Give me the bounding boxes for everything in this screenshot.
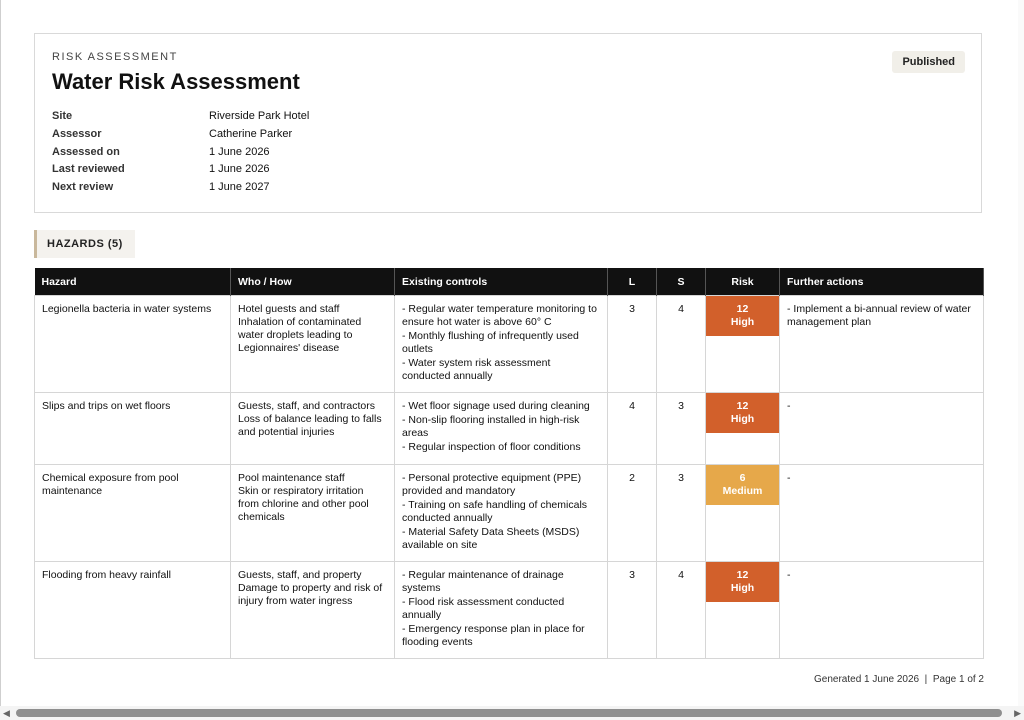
column-header-likelihood: L [608,268,657,296]
control-item: - Monthly flushing of infrequently used outlets [402,330,579,355]
control-item: - Non-slip flooring installed in high-risk areas [402,414,580,439]
column-header-risk: Risk [706,268,780,296]
control-item: - Water system risk assessment conducted annually [402,357,551,382]
control-item: - Wet floor signage used during cleaning [402,400,590,412]
how-text: Damage to property and risk of injury from water ingress [238,582,383,607]
table-row [35,562,984,659]
risk-cell [706,296,780,393]
controls-cell [395,465,608,562]
risk-cell [706,393,780,465]
severity-cell: 4 [657,562,706,659]
vertical-scrollbar[interactable] [1018,0,1024,706]
likelihood-cell: 3 [608,562,657,659]
severity-cell: 3 [657,465,706,562]
risk-badge-high [706,562,779,602]
risk-score: 6 [739,472,746,484]
how-text: Skin or respiratory irritation from chlorine and other pool chemicals [238,485,369,523]
who-text: Hotel guests and staff [238,303,340,315]
controls-cell [395,562,608,659]
risk-level: High [730,316,755,328]
assessment-header-card [34,33,982,213]
severity-cell: 3 [657,393,706,465]
meta-row-assessor [52,126,309,144]
table-row [35,465,984,562]
page-edge [0,0,1,706]
control-item: - Training on safe handling of chemicals conducted annually [402,499,588,524]
further-actions-cell: - [780,465,984,562]
who-text: Pool maintenance staff [238,472,345,484]
hazard-cell: Legionella bacteria in water systems [35,296,231,393]
control-item: - Regular maintenance of drainage systems [402,569,564,594]
risk-badge-high [706,296,779,336]
risk-score: 12 [736,400,749,412]
risk-level: High [730,582,755,594]
page-title: Water Risk Assessment [52,69,300,94]
meta-key: Last reviewed [52,163,125,176]
column-header-severity: S [657,268,706,296]
assessment-meta [52,108,309,197]
risk-score: 12 [736,569,749,581]
scroll-right-icon[interactable]: ▶ [1014,708,1021,718]
control-item: - Regular water temperature monitoring to ensure hot water is above 60° C [402,303,597,328]
risk-badge-high [706,393,779,433]
horizontal-scrollbar[interactable] [0,706,1024,720]
further-actions-cell: - Implement a bi-annual review of water management plan [780,296,984,393]
hazards-section-heading: HAZARDS (5) [34,230,135,258]
hazard-cell: Chemical exposure from pool maintenance [35,465,231,562]
who-how-cell [231,465,395,562]
hazard-cell: Slips and trips on wet floors [35,393,231,465]
meta-value: Catherine Parker [209,127,293,140]
controls-cell [395,296,608,393]
column-header-who-how: Who / How [231,268,395,296]
column-header-controls: Existing controls [395,268,608,296]
control-item: - Personal protective equipment (PPE) provided and mandatory [402,472,582,497]
risk-cell [706,465,780,562]
table-row [35,393,984,465]
control-item: - Regular inspection of floor conditions [402,441,581,453]
likelihood-cell: 2 [608,465,657,562]
how-text: Loss of balance leading to falls and potential injuries [238,413,382,438]
meta-row-last-reviewed [52,161,309,179]
column-header-further-actions: Further actions [780,268,984,296]
meta-key: Assessor [52,127,102,140]
meta-value: 1 June 2026 [209,163,270,176]
risk-level: Medium [722,485,763,497]
status-badge: Published [892,51,965,73]
meta-key: Next review [52,181,114,194]
meta-row-next-review [52,179,309,197]
table-header-row [35,268,984,296]
meta-key: Assessed on [52,145,120,158]
meta-value: Riverside Park Hotel [209,110,310,122]
further-actions-cell: - [780,562,984,659]
meta-row-assessed-on [52,144,309,162]
generated-date: Generated 1 June 2026 [814,674,920,685]
who-how-cell [231,296,395,393]
hazards-table [34,268,984,659]
likelihood-cell: 3 [608,296,657,393]
risk-badge-medium [706,465,779,505]
hazard-cell: Flooding from heavy rainfall [35,562,231,659]
control-item: - Flood risk assessment conducted annually [402,596,565,621]
footer-separator: | [924,674,928,685]
meta-value: 1 June 2027 [209,181,270,194]
document-eyebrow: RISK ASSESSMENT [52,51,178,63]
column-header-hazard: Hazard [35,268,231,296]
who-text: Guests, staff, and property [238,569,362,581]
who-text: Guests, staff, and contractors [238,400,375,412]
who-how-cell [231,393,395,465]
severity-cell: 4 [657,296,706,393]
meta-key: Site [52,110,73,122]
page-footer [814,674,984,685]
scrollbar-thumb[interactable] [16,709,1002,717]
control-item: - Material Safety Data Sheets (MSDS) available on site [402,526,580,551]
risk-cell [706,562,780,659]
controls-cell [395,393,608,465]
meta-row-site [52,108,309,126]
risk-level: High [730,413,755,425]
how-text: Inhalation of contaminated water droplets leading to Legionnaires' disease [238,316,362,354]
page-number: Page 1 of 2 [932,674,984,685]
risk-score: 12 [736,303,749,315]
who-how-cell [231,562,395,659]
scroll-left-icon[interactable]: ◀ [3,708,10,718]
further-actions-cell: - [780,393,984,465]
control-item: - Emergency response plan in place for flooding events [402,623,585,648]
likelihood-cell: 4 [608,393,657,465]
table-row [35,296,984,393]
meta-value: 1 June 2026 [209,145,270,158]
